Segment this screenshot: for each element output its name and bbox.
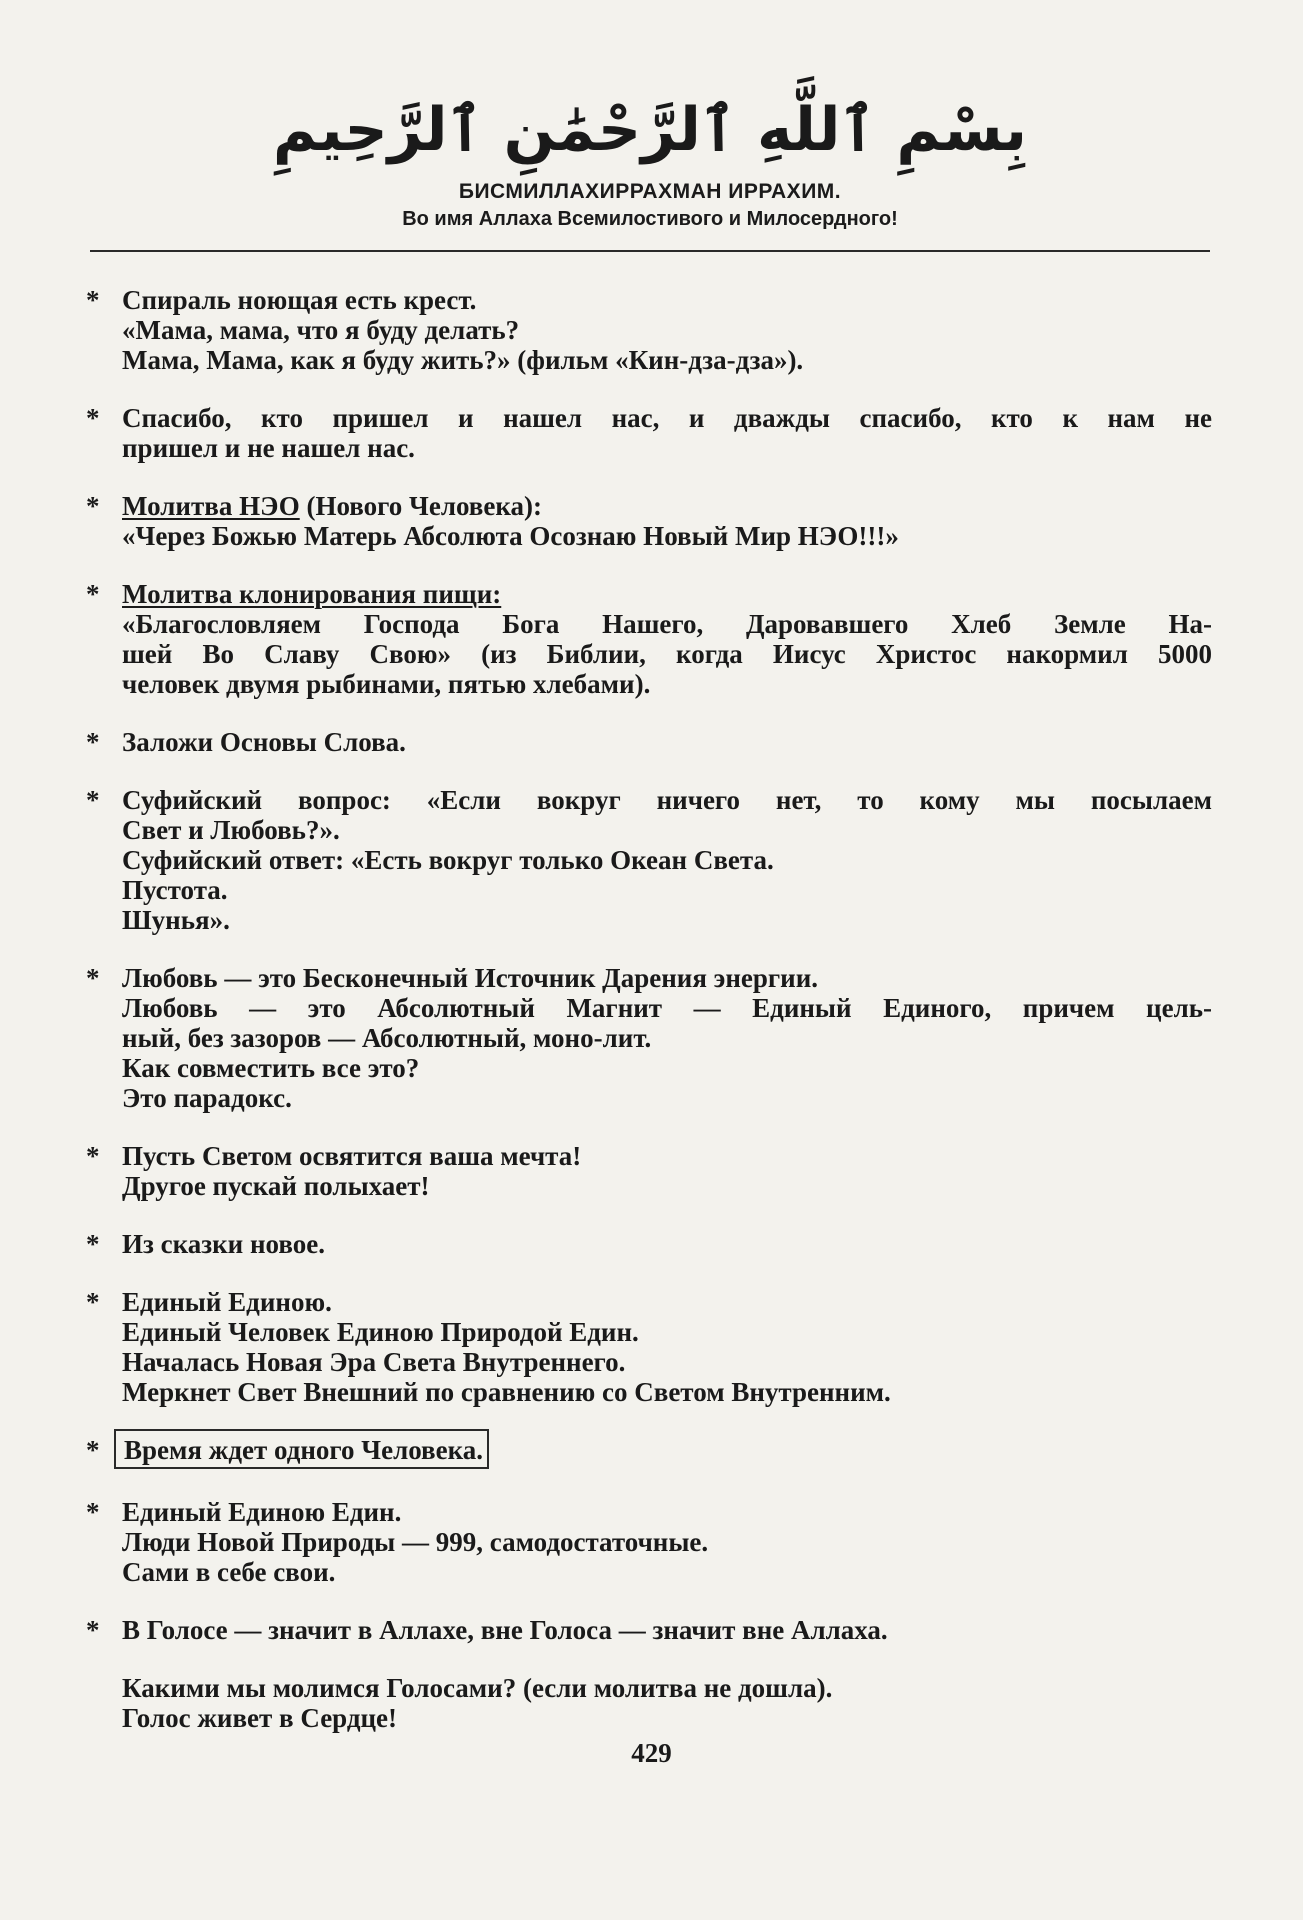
text-line: Единый Единою Един. [122, 1497, 402, 1527]
list-item [86, 963, 1212, 1113]
bullet-star: * [86, 491, 100, 521]
text-line: «Через Божью Матерь Абсолюта Осознаю Новый Мир НЭО!!!» [122, 521, 899, 551]
text-line: шей Во Славу Свою» (из Библии, когда Иисус Христос накормил 5000 [122, 639, 1212, 669]
text-line: Пусть Светом освятится ваша мечта! [122, 1141, 582, 1171]
prayer-heading-neo: Молитва НЭО [122, 491, 300, 521]
text-line [122, 579, 1212, 609]
header-title: БИСМИЛЛАХИРРАХМАН ИРРАХИМ. [458, 180, 842, 203]
bullet-star: * [86, 1229, 100, 1259]
text-line: Как совместить все это? [122, 1053, 420, 1083]
list-item [86, 403, 1212, 463]
heading-suffix: (Нового Человека): [299, 491, 542, 521]
text-line: «Мама, мама, что я буду делать? [122, 315, 520, 345]
basmala-calligraphy: بِسْمِ ٱللَّهِ ٱلرَّحْمَٰنِ ٱلرَّحِيمِ [272, 95, 1028, 165]
bullet-star: * [86, 579, 100, 609]
text-line: «Благословляем Господа Бога Нашего, Даровавшего Хлеб Земле На- [122, 609, 1212, 639]
bullet-star: * [86, 1615, 100, 1645]
boxed-statement: Время ждет одного Человека. [114, 1429, 489, 1469]
list-item [86, 579, 1212, 699]
bullet-star: * [86, 1497, 100, 1527]
text-line: Единый Единою. [122, 1287, 332, 1317]
text-line: Мама, Мама, как я буду жить?» (фильм «Кин-дза-дза»). [122, 345, 804, 375]
text-line: Началась Новая Эра Света Внутреннего. [122, 1347, 626, 1377]
page-content [86, 285, 1212, 1761]
list-item [86, 785, 1212, 935]
list-item [86, 727, 1212, 757]
page-header [90, 90, 1210, 231]
text-line: Спасибо, кто пришел и нашел нас, и дважды спасибо, кто к нам не [122, 403, 1212, 433]
bullet-star: * [86, 1141, 100, 1171]
bullet-star: * [86, 403, 100, 433]
text-line: Из сказки новое. [122, 1229, 325, 1259]
text-line: Заложи Основы Слова. [122, 727, 406, 757]
list-item [86, 1673, 1212, 1733]
header-subtitle: Во имя Аллаха Всемилостивого и Милосердного! [402, 208, 898, 230]
text-line: Какими мы молимся Голосами? (если молитва не дошла). [122, 1673, 833, 1703]
text-line: Любовь — это Абсолютный Магнит — Единый Единого, причем цель- [122, 993, 1212, 1023]
text-line: Суфийский вопрос: «Если вокруг ничего нет, то кому мы посылаем [122, 785, 1212, 815]
page-number: 429 [631, 1738, 672, 1768]
prayer-heading-food: Молитва клонирования пищи: [122, 579, 502, 609]
text-line: Меркнет Свет Внешний по сравнению со Светом Внутренним. [122, 1377, 891, 1407]
text-line: Люди Новой Природы — 999, самодостаточные. [122, 1527, 709, 1557]
bullet-star: * [86, 785, 100, 815]
list-item [86, 1615, 1212, 1645]
bullet-star: * [86, 1287, 100, 1317]
text-line: Это парадокс. [122, 1083, 292, 1113]
text-line: Суфийский ответ: «Есть вокруг только Океан Света. [122, 845, 774, 875]
text-line: Пустота. [122, 875, 228, 905]
list-item [86, 1497, 1212, 1587]
text-line: пришел и не нашел нас. [122, 433, 415, 463]
bullet-star: * [86, 727, 100, 757]
text-line: В Голосе — значит в Аллахе, вне Голоса — значит вне Аллаха. [122, 1615, 888, 1645]
list-item [86, 1141, 1212, 1201]
text-line: Единый Человек Единою Природой Един. [122, 1317, 639, 1347]
text-line: Спираль ноющая есть крест. [122, 285, 477, 315]
text-line: Голос живет в Сердце! [122, 1703, 398, 1733]
text-line [122, 491, 1212, 521]
list-item [86, 1287, 1212, 1407]
list-item [86, 491, 1212, 551]
list-item [86, 285, 1212, 375]
header-divider [90, 250, 1210, 252]
text-line: ный, без зазоров — Абсолютный, моно-лит. [122, 1023, 652, 1053]
text-line: Сами в себе свои. [122, 1557, 336, 1587]
text-line: Свет и Любовь?». [122, 815, 340, 845]
text-line: Шунья». [122, 905, 230, 935]
list-item [86, 1229, 1212, 1259]
bullet-star: * [86, 963, 100, 993]
text-line: Любовь — это Бесконечный Источник Дарения энергии. [122, 963, 819, 993]
text-line: человек двумя рыбинами, пятью хлебами). [122, 669, 651, 699]
list-item [86, 1435, 1212, 1469]
bullet-star: * [86, 1435, 100, 1465]
text-line: Другое пускай полыхает! [122, 1171, 430, 1201]
bullet-star: * [86, 285, 100, 315]
